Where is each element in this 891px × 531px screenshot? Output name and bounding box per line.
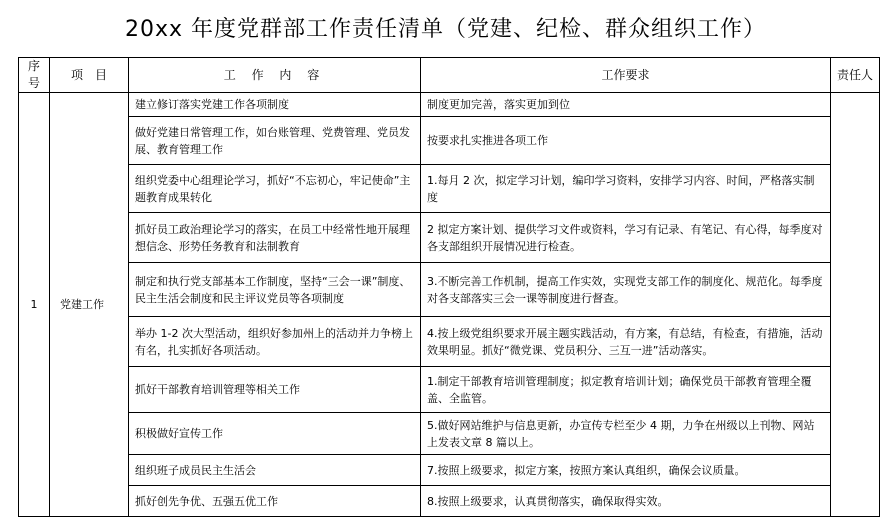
table-row	[19, 486, 880, 517]
table-header-row	[19, 58, 880, 93]
row-content: 建立修订落实党建工作各项制度	[129, 93, 421, 117]
group-item: 党建工作	[50, 93, 129, 517]
row-requirement: 1.每月 2 次，拟定学习计划，编印学习资料，安排学习内容、时间，严格落实制度	[421, 165, 831, 213]
row-content: 组织党委中心组理论学习，抓好“不忘初心，牢记使命”主题教育成果转化	[129, 165, 421, 213]
row-requirement: 制度更加完善，落实更加到位	[421, 93, 831, 117]
responsibility-table	[18, 57, 880, 517]
header-no: 序号	[19, 58, 50, 93]
row-content: 积极做好宣传工作	[129, 413, 421, 455]
row-requirement: 4.按上级党组织要求开展主题实践活动，有方案，有总结，有检查，有措施，活动效果明显。抓好“微党课、党员积分、三互一进”活动落实。	[421, 317, 831, 367]
table-row	[19, 455, 880, 486]
header-owner: 责任人	[831, 58, 880, 93]
row-requirement: 1.制定干部教育培训管理制度；拟定教育培训计划；确保党员干部教育管理全覆盖、全监管。	[421, 367, 831, 413]
group-no: 1	[19, 93, 50, 517]
table-row	[19, 413, 880, 455]
header-item: 项 目	[50, 58, 129, 93]
table-row	[19, 263, 880, 317]
table-row	[19, 317, 880, 367]
row-requirement: 8.按照上级要求，认真贯彻落实，确保取得实效。	[421, 486, 831, 517]
header-requirement: 工作要求	[421, 58, 831, 93]
header-content: 工 作 内 容	[129, 58, 421, 93]
page-title: 20xx 年度党群部工作责任清单（党建、纪检、群众组织工作）	[124, 16, 767, 42]
row-content: 抓好创先争优、五强五优工作	[129, 486, 421, 517]
row-requirement: 按要求扎实推进各项工作	[421, 117, 831, 165]
row-requirement: 7.按照上级要求，拟定方案，按照方案认真组织，确保会议质量。	[421, 455, 831, 486]
row-requirement: 2 拟定方案计划、提供学习文件或资料，学习有记录、有笔记、有心得，每季度对各支部组织开展情况进行检查。	[421, 213, 831, 263]
row-requirement: 5.做好网站维护与信息更新，办宣传专栏至少 4 期，力争在州级以上刊物、网站上发表文章 8 篇以上。	[421, 413, 831, 455]
table-row	[19, 367, 880, 413]
row-content: 抓好干部教育培训管理等相关工作	[129, 367, 421, 413]
row-content: 举办 1-2 次大型活动，组织好参加州上的活动并力争榜上有名，扎实抓好各项活动。	[129, 317, 421, 367]
table-row	[19, 213, 880, 263]
row-requirement: 3.不断完善工作机制，提高工作实效，实现党支部工作的制度化、规范化。每季度对各支部落实三会一课等制度进行督查。	[421, 263, 831, 317]
row-owner	[831, 93, 880, 517]
table-row	[19, 165, 880, 213]
row-content: 做好党建日常管理工作，如台账管理、党费管理、党员发展、教育管理工作	[129, 117, 421, 165]
row-content: 组织班子成员民主生活会	[129, 455, 421, 486]
table-row	[19, 93, 880, 117]
row-content: 制定和执行党支部基本工作制度，坚持“三会一课”制度、民主生活会制度和民主评议党员等各项制度	[129, 263, 421, 317]
table-row	[19, 117, 880, 165]
row-content: 抓好员工政治理论学习的落实，在员工中经常性地开展理想信念、形势任务教育和法制教育	[129, 213, 421, 263]
